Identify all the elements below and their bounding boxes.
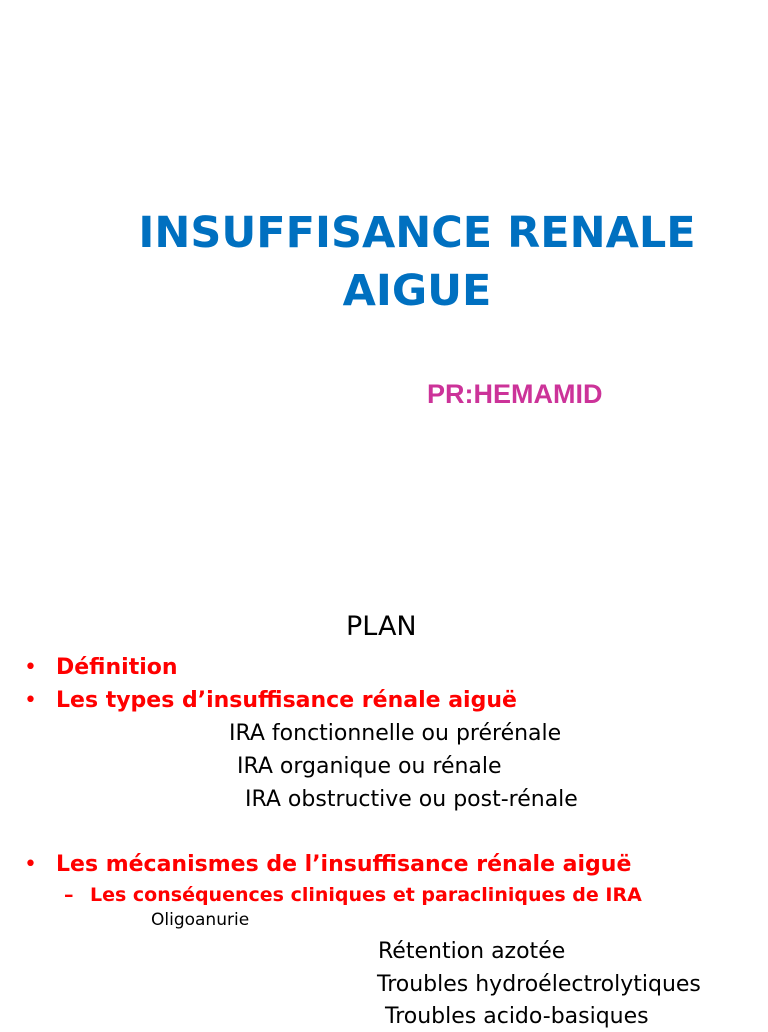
plan-item-definition: Définition [56, 655, 178, 680]
slide-title-line-2: AIGUE [342, 266, 492, 316]
dash-icon: – [64, 884, 74, 906]
consequence-item-azotemia: Rétention azotée [378, 939, 566, 964]
bullet-icon: • [24, 852, 37, 877]
slide-title-line-1: INSUFFISANCE RENALE [138, 208, 696, 258]
bullet-icon: • [24, 688, 37, 713]
plan-subitem-consequences: Les conséquences cliniques et paracliniques de IRA [90, 884, 642, 906]
plan-item-mechanisms: Les mécanismes de l’insuffisance rénale aiguë [56, 852, 632, 877]
consequence-item-oligoanuria: Oligoanurie [151, 910, 250, 930]
author-name: PR:HEMAMID [427, 379, 603, 409]
type-item-functional: IRA fonctionnelle ou prérénale [229, 721, 562, 746]
plan-heading: PLAN [346, 611, 417, 642]
type-item-organic: IRA organique ou rénale [237, 754, 502, 779]
plan-item-types: Les types d’insuffisance rénale aiguë [56, 688, 517, 713]
bullet-icon: • [24, 655, 37, 680]
consequence-item-electrolytes: Troubles hydroélectrolytiques [377, 972, 701, 997]
type-item-obstructive: IRA obstructive ou post-rénale [245, 787, 578, 812]
consequence-item-acid-base: Troubles acido-basiques [385, 1004, 649, 1029]
